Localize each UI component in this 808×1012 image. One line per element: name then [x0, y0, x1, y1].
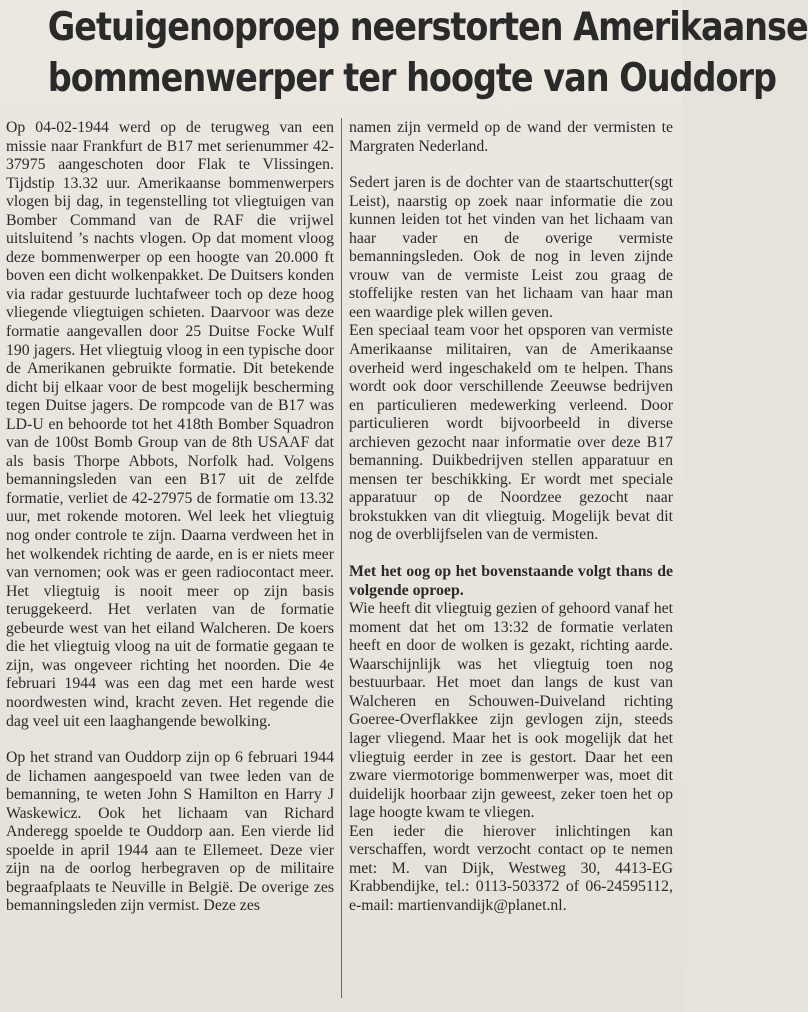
right-column — [349, 119, 673, 915]
column-divider — [341, 118, 342, 998]
headline-line-2: bommenwerper ter hoogte van Ouddorp — [47, 56, 776, 101]
headline-line-1: Getuigenoproep neerstorten Amerikaanse — [47, 5, 808, 50]
paragraph-daughter: Sedert jaren is de dochter van de staartschutter(sgt Leist), naarstig op zoek naar informatie die zou kunnen leiden tot het vinden van het lichaam van haar vader en de overige vermiste bemanningsleden. Ook de nog in leven zijnde vrouw van de vermiste Leist zou graag de stoffelijke resten van het lichaam van haar man een waardige plek willen geven. — [349, 174, 673, 321]
article-headline — [47, 2, 808, 104]
call-heading: Met het oog op het bovenstaande volgt thans de volgende oproep. — [349, 563, 673, 599]
paragraph-search-team: Een speciaal team voor het opsporen van vermiste Amerikaanse militairen, van de Amerikaanse overheid werd ingeschakeld om te helpen. Thans wordt ook door verschillende Zeeuwse bedrijven en particulieren medewerking verleend. Door particulieren wordt bijvoorbeeld in diverse archieven gezocht naar informatie over deze B17 bemanning. Duikbedrijven stellen apparatuur en mensen ter beschikking. Er wordt met speciale apparatuur op de Noordzee gezocht naar brokstukken van dit vliegtuig. Mogelijk bevat dit nog de overblijfselen van de vermisten. — [349, 322, 673, 544]
paragraph-continuation: namen zijn vermeld op de wand der vermisten te Margraten Nederland. — [349, 119, 673, 155]
paragraph-bodies-found: Op het strand van Ouddorp zijn op 6 februari 1944 de lichamen aangespoeld van twee leden van de bemanning, te weten John S Hamilton en Harry J Waskewicz. Ook het lichaam van Richard Anderegg spoelde te Ouddorp aan. Een vierde lid spoelde in april 1944 aan te Ellemeet. Deze vier zijn na de oorlog herbegraven op de militaire begraafplaats te Neuville in België. De overige zes bemanningsleden zijn vermist. Deze zes — [6, 749, 334, 915]
paragraph-contact: Een ieder die hierover inlichtingen kan verschaffen, wordt verzocht contact op te nemen met: M. van Dijk, Westweg 30, 4413-EG Krabbendijke, tel.: 0113-503372 of 06-24595112, e-mail: martienvandijk@planet.nl. — [349, 822, 673, 914]
paragraph-incident: Op 04-02-1944 werd op de terugweg van een missie naar Frankfurt de B17 met serienummer 42-37975 aangeschoten door Flak te Vlissingen. Tijdstip 13.32 uur. Amerikaanse bommenwerpers vlogen bij dag, in tegenstelling tot vliegtuigen van Bomber Command van de RAF die vrijwel uitsluitend ’s nachts vlogen. Op dat moment vloog deze bommenwerper op een hoogte van 20.000 ft boven een dicht wolkenpakket. De Duitsers konden via radar gestuurde luchtafweer toch op deze hoog vliegende vliegtuigen schieten. Daarvoor was deze formatie aangevallen door 25 Duitse Focke Wulf 190 jagers. Het vliegtuig vloog in een typische door de Amerikanen gebruikte formatie. Dit betekende dicht bij elkaar voor de best mogelijk bescherming tegen Duitse jagers. De rompcode van de B17 was LD-U en behoorde tot het 418th Bomber Squadron van de 100st Bomb Group van de 8th USAAF dat als basis Thorpe Abbots, Norfolk had. Volgens bemanningsleden van een B17 uit de zelfde formatie, verliet de 42-27975 de formatie om 13.32 uur, met rokende motoren. Wel leek het vliegtuig nog onder controle te zijn. Daarna verdween het in het wolkendek richting de aarde, en is er niets meer van vernomen; ook was er geen radiocontact meer. Het vliegtuig is nooit meer op zijn basis teruggekeerd. Het verlaten van de formatie gebeurde west van het eiland Walcheren. De koers die het vliegtuig vloog na uit de formatie gegaan te zijn, was ongeveer richting het noorden. Die 4e februari 1944 was een dag met een harde west noordwesten wind, kracht zeven. Het regende die dag veel uit een laaghangende bewolking. — [6, 119, 334, 730]
left-column — [6, 119, 334, 916]
paragraph-witness-question: Wie heeft dit vliegtuig gezien of gehoord vanaf het moment dat het om 13:32 de formatie verlaten heeft en door de wolken is gezakt, richting aarde. Waarschijnlijk was het vliegtuig toen nog bestuurbaar. Het moet dan langs de kust van Walcheren en Schouwen-Duiveland richting Goeree-Overflakkee zijn gevlogen zijn, steeds lager vliegend. Maar het is ook mogelijk dat het vliegtuig eerder in zee is gestort. Daar het een zware viermotorige bommenwerper was, moet dit duidelijk hoorbaar zijn geweest, zeker toen het op lage hoogte kwam te vliegen. — [349, 600, 673, 822]
